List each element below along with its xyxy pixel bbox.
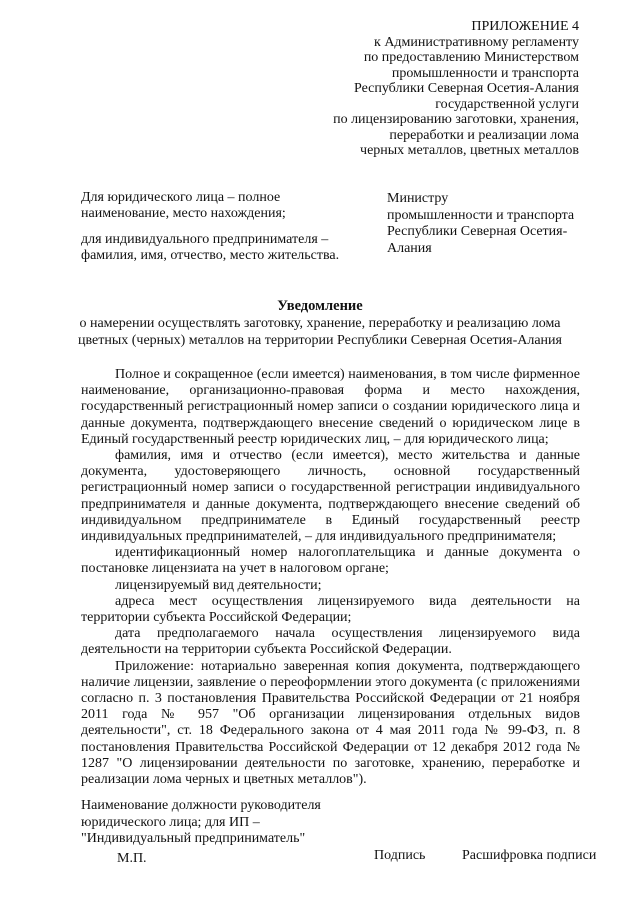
body-paragraph: дата предполагаемого начала осуществления лицензируемого вида деятельности на территории субъекта Российской Федерации. bbox=[81, 626, 580, 658]
subtitle-line: о намерении осуществлять заготовку, хранение, переработку и реализацию лома bbox=[79, 316, 561, 331]
appendix-line: государственной услуги bbox=[435, 96, 579, 112]
addressee-line: промышленности и транспорта bbox=[387, 207, 575, 223]
sender-block bbox=[81, 190, 351, 264]
appendix-line: по предоставлению Министерством bbox=[363, 50, 579, 65]
seal-placeholder: М.П. bbox=[117, 851, 147, 866]
document-subtitle bbox=[70, 316, 570, 349]
body-paragraph: лицензируемый вид деятельности; bbox=[115, 577, 322, 593]
signatory-position-line: "Индивидуальный предприниматель" bbox=[81, 831, 306, 846]
subtitle-line: цветных (черных) металлов на территории Республики Северная Осетия-Алания bbox=[78, 332, 562, 348]
sender-individual bbox=[81, 232, 351, 264]
signatory-position bbox=[81, 798, 341, 848]
appendix-line: промышленности и транспорта bbox=[391, 65, 579, 81]
appendix-line: к Административному регламенту bbox=[374, 34, 579, 50]
sender-line: фамилия, имя, отчество, место жительства. bbox=[81, 248, 340, 263]
signatory-position-line: юридического лица; для ИП – bbox=[81, 814, 260, 830]
appendix-line: по лицензированию заготовки, хранения, bbox=[333, 112, 579, 127]
sender-legal-entity bbox=[81, 190, 351, 222]
appendix-line: черных металлов, цветных металлов bbox=[360, 143, 579, 158]
addressee-line: Республики Северная Осетия- bbox=[387, 224, 568, 239]
addressee-block bbox=[387, 191, 587, 257]
body-paragraph: адреса мест осуществления лицензируемого вида деятельности на территории субъекта Российской Федерации; bbox=[81, 593, 580, 626]
appendix-line: переработки и реализации лома bbox=[389, 127, 579, 143]
body-paragraph: фамилия, имя и отчество (если имеется), место жительства и данные документа, удостоверяющего личность, основной государственный регистрационный номер записи о государственной регистрации индивидуального предпринимателя и данные документа, подтверждающего внесение сведений об индивидуальном предпринимателе в Единый государственный реестр индивидуальных предпринимателей, – для индивидуального предпринимателя; bbox=[81, 448, 580, 545]
appendix-line: ПРИЛОЖЕНИЕ 4 bbox=[471, 19, 579, 34]
document-body bbox=[81, 367, 580, 788]
document-title: Уведомление bbox=[277, 298, 363, 314]
sender-line: Для юридического лица – полное bbox=[81, 190, 281, 205]
body-paragraph: Полное и сокращенное (если имеется) наименования, в том числе фирменное наименование, организационно-правовая форма и место нахождения, государственный регистрационный номер записи о создании юридического лица и данные документа, подтверждающего внесение сведений о юридическом лице в Единый государственный реестр юридических лиц, – для юридического лица; bbox=[81, 367, 580, 447]
appendix-line: Республики Северная Осетия-Алания bbox=[354, 81, 579, 96]
addressee-line: Министру bbox=[387, 191, 449, 206]
signatory-position-line: Наименование должности руководителя bbox=[81, 798, 321, 813]
signature-decode-label: Расшифровка подписи bbox=[462, 848, 597, 863]
addressee-line: Алания bbox=[387, 240, 432, 256]
sender-line: для индивидуального предпринимателя – bbox=[81, 232, 329, 247]
signature-label: Подпись bbox=[374, 848, 426, 863]
attachment-paragraph: Приложение: нотариально заверенная копия документа, подтверждающего наличие лицензии, заявление о переоформлении этого документа (с приложениями согласно п. 3 постановления Правительства Российской Федерации от 21 ноября 2011 года № 957 "Об организации лицензирования отдельных видов деятельности", ст. 18 Федерального закона от 4 мая 2011 года № 99-ФЗ, п. 8 постановления Правительства Российской Федерации от 12 декабря 2012 года № 1287 "О лицензировании деятельности по заготовке, хранению, переработке и реализации лома черных и цветных металлов"). bbox=[81, 658, 580, 788]
appendix-header bbox=[300, 19, 579, 159]
body-paragraph: идентификационный номер налогоплательщика и данные документа о постановке лицензиата на учет в налоговом органе; bbox=[81, 545, 580, 577]
sender-line: наименование, место нахождения; bbox=[81, 206, 286, 221]
